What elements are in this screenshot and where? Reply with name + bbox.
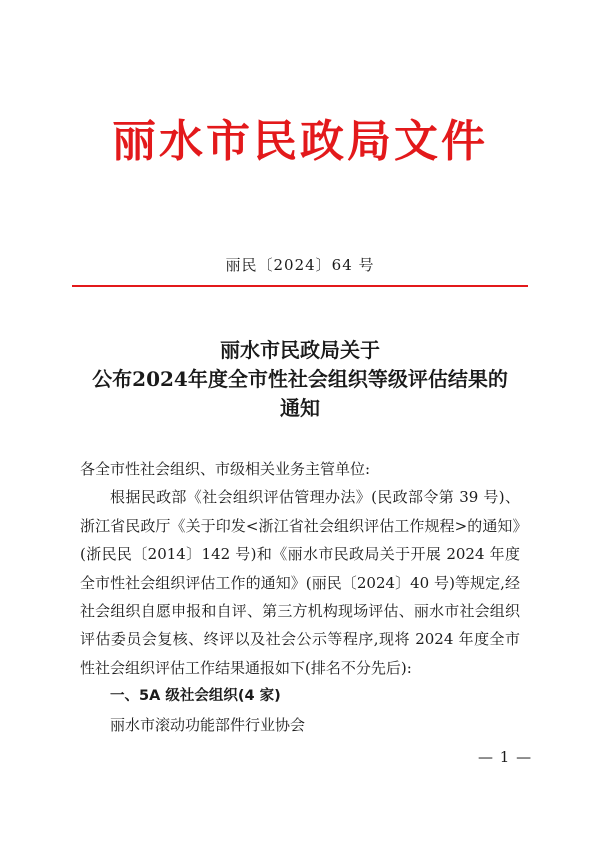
document-number: 丽民〔2024〕64 号: [225, 256, 375, 274]
salutation: 各全市性社会组织、市级相关业务主管单位:: [80, 460, 371, 478]
body-paragraph: 根据民政部《社会组织评估管理办法》(民政部令第 39 号)、浙江省民政厅《关于印发<浙江省社会组织评估工作规程>的通知》(浙民民〔2014〕142 号)和《丽水市民政局关于开展 2024 年度全市性社会组织评估工作的通知》(丽民〔2024〕40 号)等规定,经社会组织自愿申报和自评、第三方机构现场评估、丽水市社会组织评估委员会复核、终评以及社会公示等程序,现将 2024 年度全市性社会组织评估工作结果通报如下(排名不分先后):: [80, 488, 520, 677]
title-line-1: 丽水市民政局关于: [220, 338, 380, 362]
section-heading-5a: 一、5A 级社会组织(4 家): [110, 688, 281, 705]
title-line-2: 公布2024年度全市性社会组织等级评估结果的: [92, 367, 508, 391]
masthead-title: 丽水市民政局文件: [112, 116, 488, 167]
red-divider: [72, 285, 528, 287]
organization-item: 丽水市滚动功能部件行业协会: [110, 715, 306, 734]
document-body: [80, 455, 520, 739]
notice-title: [0, 336, 600, 423]
title-line-3: 通知: [280, 396, 320, 420]
page-number: — 1 —: [478, 748, 533, 766]
